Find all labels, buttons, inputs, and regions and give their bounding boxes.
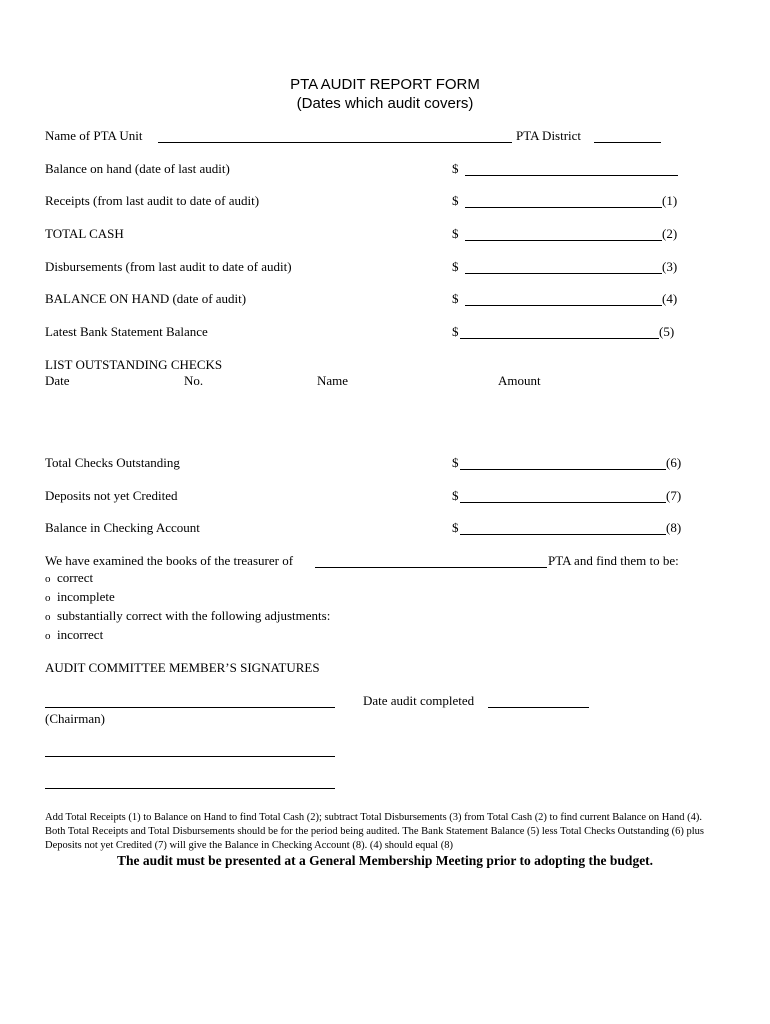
checking-balance-field[interactable]	[460, 534, 666, 535]
ledger-label-bank-statement: Latest Bank Statement Balance	[45, 324, 208, 339]
signatures-heading: AUDIT COMMITTEE MEMBER’S SIGNATURES	[45, 660, 320, 675]
chairman-signature-line[interactable]	[45, 707, 335, 708]
currency-symbol: $	[452, 291, 459, 306]
disbursements-field[interactable]	[465, 273, 662, 274]
ledger-label-total-cash: TOTAL CASH	[45, 226, 124, 241]
pta-district-label: PTA District	[516, 128, 582, 143]
option-label: incorrect	[57, 627, 104, 642]
column-date: Date	[45, 373, 70, 388]
ref-2: (2)	[662, 226, 678, 241]
ref-1: (1)	[662, 193, 678, 208]
column-no: No.	[184, 373, 204, 388]
bank-statement-field[interactable]	[460, 338, 659, 339]
total-label-checks-outstanding: Total Checks Outstanding	[45, 455, 180, 470]
total-cash-field[interactable]	[465, 240, 662, 241]
member-signature-line-3[interactable]	[45, 788, 335, 789]
ref-4: (4)	[662, 291, 678, 306]
option-circle-icon[interactable]: o	[45, 573, 51, 585]
ledger-label-balance-last: Balance on hand (date of last audit)	[45, 161, 230, 176]
budget-notice: The audit must be presented at a General Membership Meeting prior to adopting the budget.	[116, 853, 654, 868]
treasurer-unit-field[interactable]	[315, 567, 547, 568]
option-label: substantially correct with the following adjustments:	[57, 608, 331, 623]
pta-unit-label: Name of PTA Unit	[45, 128, 143, 143]
ref-8: (8)	[666, 520, 682, 535]
currency-symbol: $	[452, 259, 459, 274]
ref-6: (6)	[666, 455, 682, 470]
balance-on-hand-field[interactable]	[465, 305, 662, 306]
checks-outstanding-field[interactable]	[460, 469, 666, 470]
total-label-checking-balance: Balance in Checking Account	[45, 520, 200, 535]
currency-symbol: $	[452, 455, 459, 470]
examination-suffix: PTA and find them to be:	[548, 553, 679, 568]
column-name: Name	[317, 373, 349, 388]
deposits-field[interactable]	[460, 502, 666, 503]
total-label-deposits: Deposits not yet Credited	[45, 488, 178, 503]
currency-symbol: $	[452, 226, 459, 241]
column-amount: Amount	[498, 373, 541, 388]
currency-symbol: $	[452, 324, 459, 339]
currency-symbol: $	[452, 488, 459, 503]
ref-3: (3)	[662, 259, 678, 274]
currency-symbol: $	[452, 161, 459, 176]
option-incorrect[interactable]	[45, 627, 103, 644]
form-title: PTA AUDIT REPORT FORM	[290, 76, 480, 93]
option-circle-icon[interactable]: o	[45, 630, 51, 642]
chairman-label: (Chairman)	[45, 711, 105, 726]
currency-symbol: $	[452, 520, 459, 535]
date-completed-label: Date audit completed	[363, 693, 475, 708]
ref-5: (5)	[659, 324, 675, 339]
option-circle-icon[interactable]: o	[45, 611, 51, 623]
option-correct[interactable]	[45, 570, 93, 587]
option-circle-icon[interactable]: o	[45, 592, 51, 604]
ledger-label-receipts: Receipts (from last audit to date of audit)	[45, 193, 260, 208]
option-incomplete[interactable]	[45, 589, 115, 606]
instructions-note: Add Total Receipts (1) to Balance on Hand to find Total Cash (2); subtract Total Disbursements (3) from Total Cash (2) to find current Balance on Hand (4). Both Total Receipts and Total Disbursements should be for the period being audited. The Bank Statement Balance (5) less Total Checks Outstanding (6) plus Deposits not yet Credited (7) will give the Balance in Checking Account (8). (4) should equal (8)	[45, 812, 704, 851]
option-substantially-correct[interactable]	[45, 608, 330, 625]
currency-symbol: $	[452, 193, 459, 208]
option-label: incomplete	[57, 589, 115, 604]
receipts-field[interactable]	[465, 207, 662, 208]
ref-7: (7)	[666, 488, 682, 503]
date-completed-field[interactable]	[488, 707, 589, 708]
option-label: correct	[57, 570, 94, 585]
pta-unit-field[interactable]	[158, 142, 512, 143]
balance-last-audit-field[interactable]	[465, 175, 678, 176]
member-signature-line-2[interactable]	[45, 756, 335, 757]
ledger-label-balance-on-hand: BALANCE ON HAND (date of audit)	[45, 291, 247, 306]
ledger-label-disbursements: Disbursements (from last audit to date of audit)	[45, 259, 292, 274]
examination-prefix: We have examined the books of the treasurer of	[45, 553, 294, 568]
outstanding-checks-heading: LIST OUTSTANDING CHECKS	[45, 357, 223, 372]
pta-district-field[interactable]	[594, 142, 661, 143]
form-subtitle: (Dates which audit covers)	[296, 95, 474, 112]
